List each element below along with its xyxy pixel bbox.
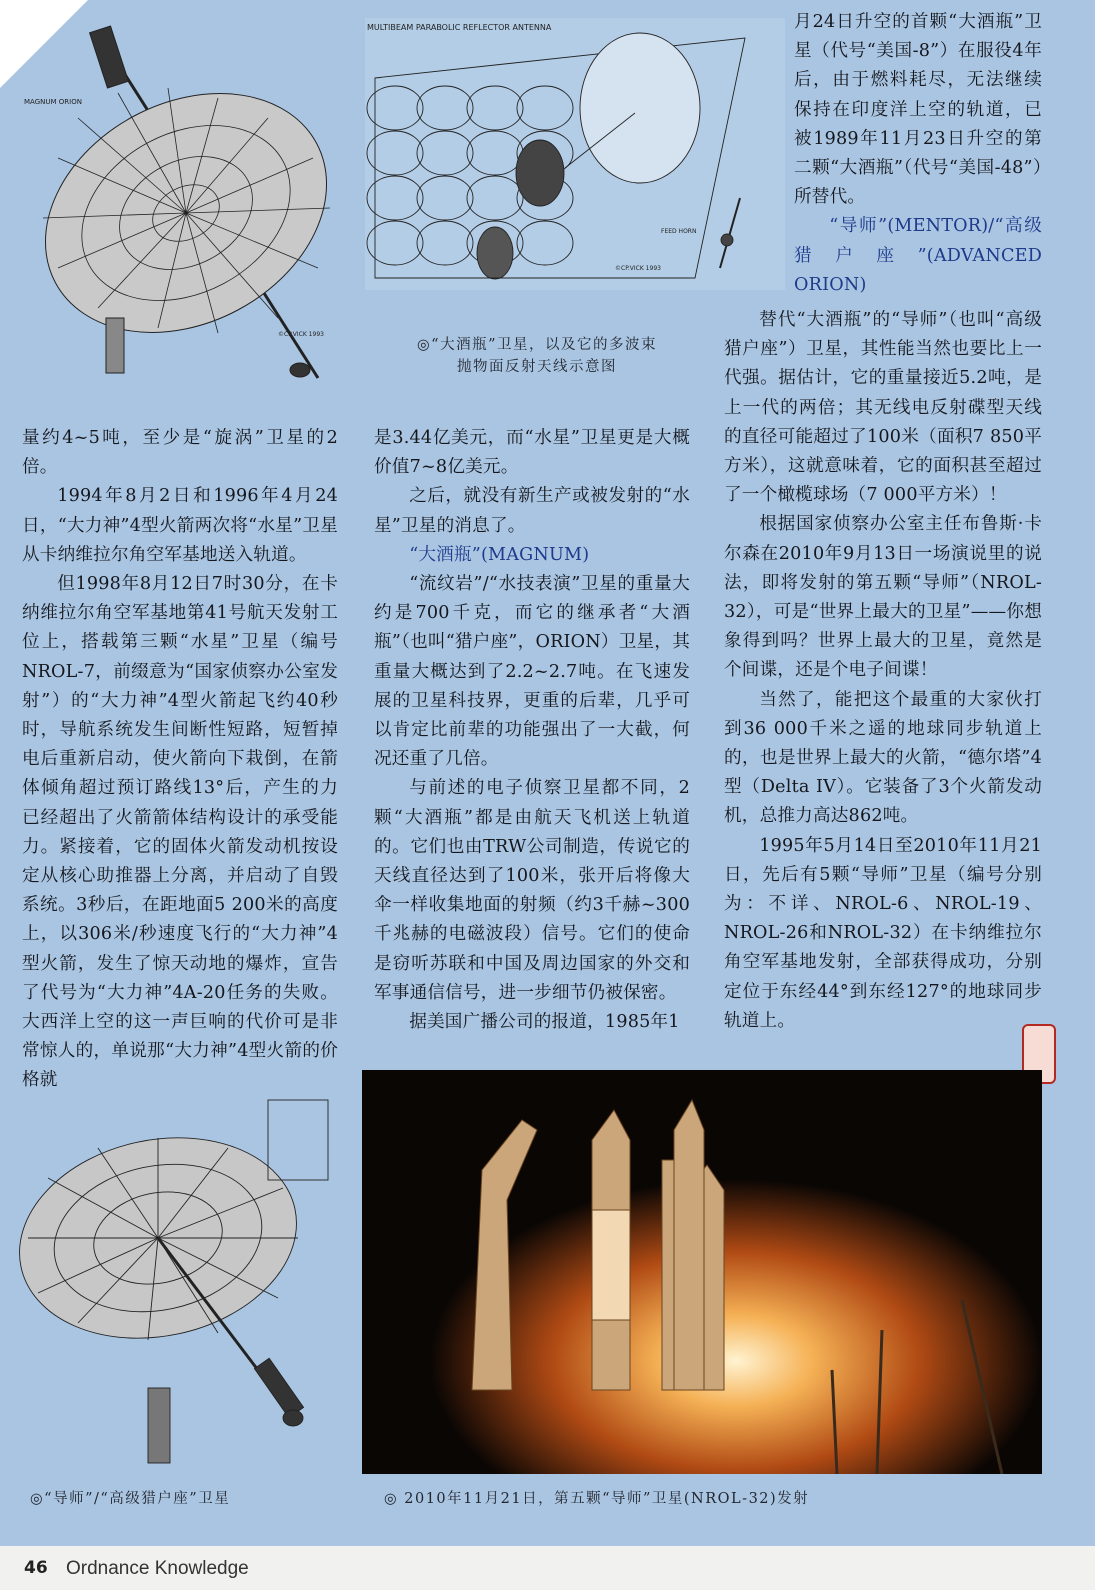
paragraph: 是3.44亿美元，而“水星”卫星更是大概价值7~8亿美元。 (374, 428, 690, 478)
paragraph: 与前述的电子侦察卫星都不同，2颗“大酒瓶”都是由航天飞机送上轨道的。它们也由TRW公司制造，传说它的天线直径达到了100米，张开后将像大伞一样收集地面的射频（约3千赫~300千兆赫的电磁波段）信号。它们的使命是窃听苏联和中国及周边国家的外交和军事通信信号，进一步细节仍被保密。 (374, 778, 690, 1003)
magnum-caption: ◎“大酒瓶”卫星，以及它的多波束抛物面反射天线示意图 (417, 337, 657, 375)
vick-credit-2: ©CP.VICK 1993 (615, 265, 661, 272)
text-column-2 (374, 424, 690, 1037)
mentor-caption: ◎“导师”/“高级猎户座”卫星 (30, 1491, 231, 1507)
magnum-satellite-diagram (18, 18, 353, 393)
paragraph: 当然了，能把这个最重的大家伙打到36 000千米之遥的地球同步轨道上的，也是世界上最大的火箭，“德尔塔”4型（Delta IV）。它装备了3个火箭发动机，总推力高达862吨。 (724, 689, 1042, 827)
delta-iv-launch-photo (362, 1070, 1042, 1474)
text-column-1 (22, 424, 338, 1096)
paragraph: 月24日升空的首颗“大酒瓶”卫星（代号“美国-8”）在服役4年后，由于燃料耗尽，无法继续保持在印度洋上空的轨道，已被1989年11月23日升空的第二颗“大酒瓶”（代号“美国-48”）所替代。 (794, 12, 1042, 208)
section-heading-mentor: “导师”(MENTOR)/“高级猎户座”(ADVANCED ORION) (794, 216, 1042, 295)
page-footer (0, 1546, 1095, 1590)
paragraph: 量约4~5吨，至少是“旋涡”卫星的2倍。 (22, 428, 338, 478)
launch-caption: ◎ 2010年11月21日，第五颗“导师”卫星(NROL-32)发射 (384, 1491, 810, 1507)
magnum-orion-label: MAGNUM ORION (24, 98, 82, 106)
paragraph: 1994年8月2日和1996年4月24日，“大力神”4型火箭两次将“水星”卫星从卡纳维拉尔角空军基地送入轨道。 (22, 486, 338, 565)
page-number: 46 (24, 1558, 48, 1578)
section-heading-magnum: “大酒瓶”(MAGNUM) (409, 544, 590, 565)
paragraph: 据美国广播公司的报道，1985年1 (409, 1012, 680, 1033)
paragraph: “流纹岩”/“水技表演”卫星的重量大约是700千克，而它的继承者“大酒瓶”（也叫“猎户座”，ORION）卫星，其重量大概达到了2.2~2.7吨。在飞速发展的卫星科技界，更重的后辈，几乎可以肯定比前辈的功能强出了一大截，何况还重了几倍。 (374, 574, 690, 770)
vick-credit-1: ©CP.VICK 1993 (278, 331, 324, 338)
paragraph: 根据国家侦察办公室主任布鲁斯·卡尔森在2010年9月13日一场演说里的说法，即将发射的第五颗“导师”（NROL-32），可是“世界上最大的卫星”——你想象得到吗？世界上最大的卫星，竟然是个间谍，还是个电子间谍！ (724, 514, 1042, 681)
antenna-title: MULTIBEAM PARABOLIC REFLECTOR ANTENNA (367, 23, 552, 32)
multibeam-antenna-diagram (365, 18, 785, 290)
magazine-title: Ordnance Knowledge (66, 1558, 249, 1579)
paragraph: 1995年5月14日至2010年11月21日，先后有5颗“导师”卫星（编号分别为：不详、NROL-6、NROL-19、NROL-26和NROL-32）在卡纳维拉尔角空军基地发射，全部获得成功，分别定位于东经44°到东经127°的地球同步轨道上。 (724, 835, 1042, 1031)
text-column-3-continued (724, 306, 1042, 1036)
paragraph: 但1998年8月12日7时30分，在卡纳维拉尔角空军基地第41号航天发射工位上，搭载第三颗“水星”卫星（编号NROL-7，前缀意为“国家侦察办公室发射”）的“大力神”4型火箭起飞约40秒时，导航系统发生间断性短路，短暂掉电后重新启动，使火箭向下栽倒，在箭体倾角超过预订路线13°后，产生的力已经超出了火箭箭体结构设计的承受能力。紧接着，它的固体火箭发动机按设定从核心助推器上分离，并启动了自毁系统。3秒后，在距地面5 200米的高度上，以306米/秒速度飞行的“大力神”4型火箭，发生了惊天动地的爆炸，宣告了代号为“大力神”4A-20任务的失败。大西洋上空的这一声巨响的代价可是非常惊人的，单说那“大力神”4型火箭的价格就 (22, 574, 338, 1091)
paragraph: 之后，就没有新生产或被发射的“水星”卫星的消息了。 (374, 486, 690, 536)
paragraph: 替代“大酒瓶”的“导师”（也叫“高级猎户座”）卫星，其性能当然也要比上一代强。据估计，它的重量接近5.2吨，是上一代的两倍；其无线电反射碟型天线的直径可能超过了100米（面积7 850平方米），这就意味着，它的面积甚至超过了一个橄榄球场（7 000平方米）！ (724, 310, 1042, 506)
text-column-3 (794, 8, 1042, 300)
mentor-satellite-diagram (18, 1078, 348, 1476)
feed-horn-label: FEED HORN (661, 228, 697, 235)
